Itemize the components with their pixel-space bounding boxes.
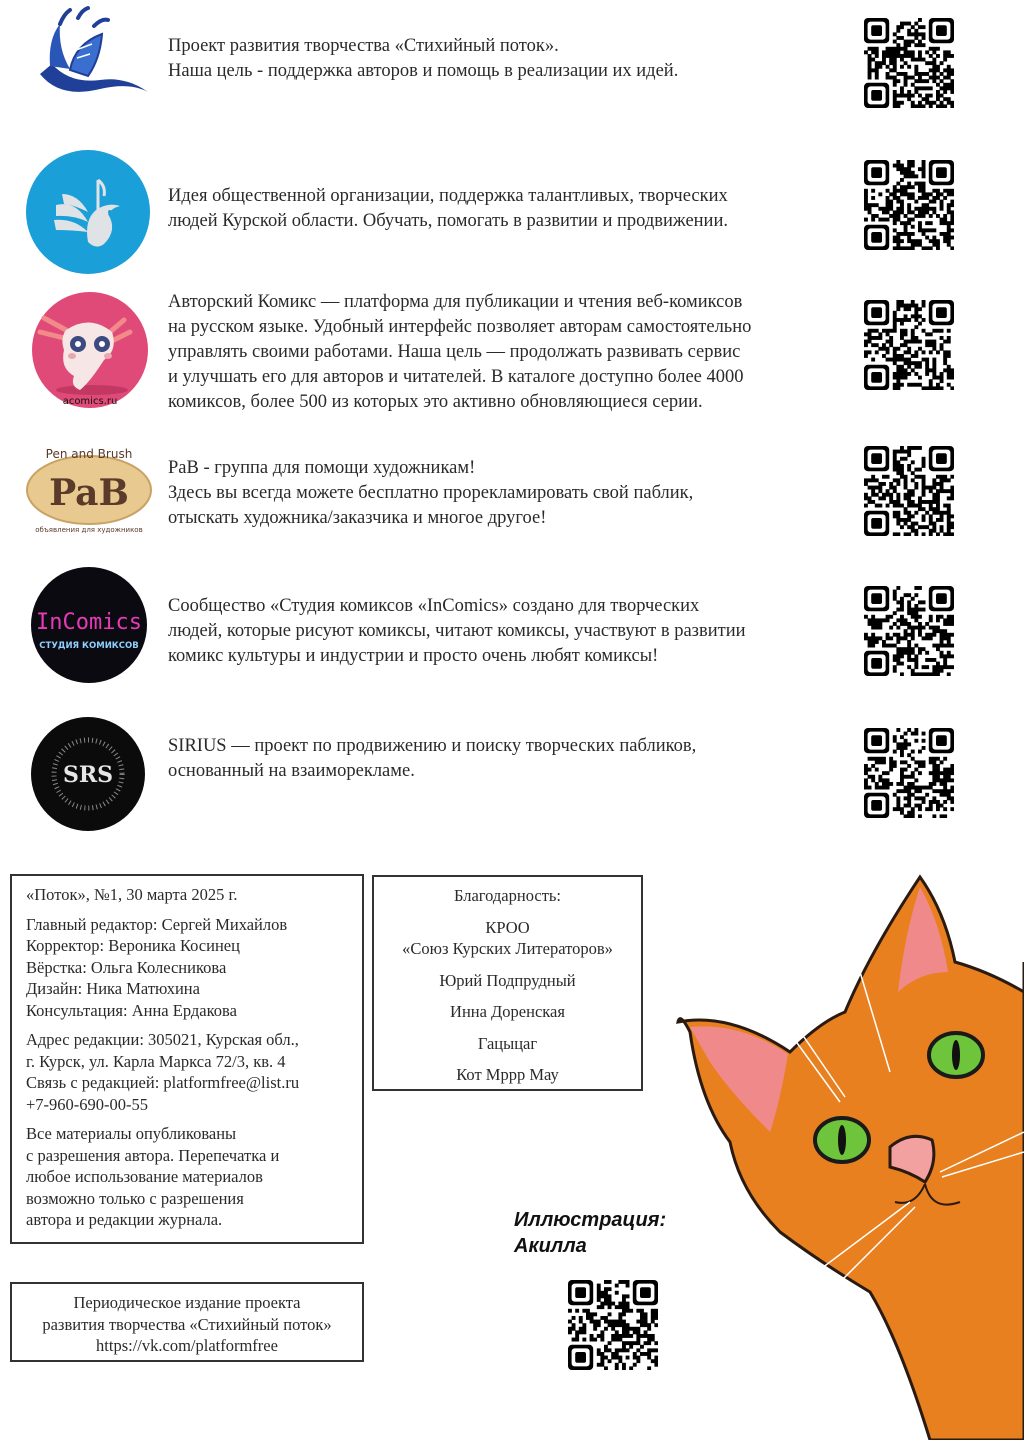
project-line: SIRIUS — проект по продвижению и поиску творческих пабликов, <box>168 736 697 756</box>
project-line: комиксов, более 500 из которых это активно обновляющиеся серии. <box>168 392 703 412</box>
qr-code[interactable] <box>864 160 954 250</box>
staff-line: Главный редактор: Сергей Михайлов <box>26 914 288 934</box>
periodical-line: Периодическое издание проекта <box>73 1293 301 1312</box>
project-line: и улучшать его для авторов и читателей. В каталоге доступно более 4000 <box>168 367 744 387</box>
rights-line: с разрешения автора. Перепечатка и <box>26 1145 280 1165</box>
illustration-author: Акилла <box>514 1235 587 1257</box>
incomics-logo-sub-text: СТУДИЯ КОМИКСОВ <box>39 641 139 651</box>
address-line: Адрес редакции: 305021, Курская обл., <box>26 1030 299 1049</box>
acomics-logo-text: acomics.ru <box>62 396 118 407</box>
address-block <box>26 1029 348 1115</box>
thanks-org: «Союз Курских Литераторов» <box>402 939 613 958</box>
incomics-logo-main-text: InComics <box>36 610 142 635</box>
project-line: управлять своими работами. Наша цель — продолжать развивать сервис <box>168 342 741 362</box>
project-line: Проект развития творчества «Стихийный поток». <box>168 36 559 56</box>
cat-illustration <box>670 872 1024 1440</box>
project-line: Здесь вы всегда можете бесплатно прорекламировать свой паблик, <box>168 483 694 503</box>
stikhiyny-potok-logo <box>30 4 152 104</box>
pab-logo-main-text: PaB <box>49 472 129 514</box>
qr-code-pattern <box>864 586 954 676</box>
project-line: Авторский Комикс — платформа для публикации и чтения веб-комиксов <box>168 292 743 312</box>
rights-notice <box>26 1123 348 1231</box>
sirius-logo-text: SRS <box>62 762 114 788</box>
contact-email[interactable]: Связь с редакцией: platformfree@list.ru <box>26 1073 300 1092</box>
project-line: людей Курской области. Обучать, помогать в развитии и продвижении. <box>168 211 728 231</box>
rights-line: возможно только с разрешения <box>26 1188 244 1208</box>
project-line: комикс культуры и индустрии и просто очень любят комиксы! <box>168 646 659 666</box>
bird-note-logo <box>26 150 150 274</box>
illustration-label: Иллюстрация: <box>514 1209 667 1231</box>
thanks-name: Юрий Подпрудный <box>439 970 576 990</box>
issue-info: «Поток», №1, 30 марта 2025 г. <box>26 885 238 904</box>
qr-code[interactable] <box>864 586 954 676</box>
qr-code[interactable] <box>864 300 954 390</box>
pab-logo-bottom-text: объявления для художников <box>35 526 143 534</box>
project-line: основанный на взаиморекламе. <box>168 761 415 781</box>
qr-code-pattern <box>864 300 954 390</box>
thanks-name: Гацыцаг <box>477 1033 538 1053</box>
pab-logo <box>24 440 154 540</box>
periodical-box <box>10 1282 364 1362</box>
address-line: г. Курск, ул. Карла Маркса 72/3, кв. 4 <box>26 1051 286 1071</box>
staff-line: Консультация: Анна Ердакова <box>26 1000 237 1020</box>
acomics-logo <box>30 290 150 410</box>
qr-code-pattern <box>864 728 954 818</box>
thanks-title: Благодарность: <box>453 886 562 905</box>
illustration-credit <box>514 1207 666 1259</box>
qr-code-pattern <box>568 1280 658 1370</box>
qr-code[interactable] <box>568 1280 658 1370</box>
project-line: Идея общественной организации, поддержка талантливых, творческих <box>168 186 728 206</box>
qr-code[interactable] <box>864 446 954 536</box>
incomics-logo <box>30 566 148 684</box>
staff-line: Вёрстка: Ольга Колесникова <box>26 957 227 977</box>
rights-line: Все материалы опубликованы <box>26 1124 237 1143</box>
staff-line: Корректор: Вероника Косинец <box>26 936 240 955</box>
thanks-name: Кот Мррр Мау <box>456 1065 559 1084</box>
pab-logo-top-text: Pen and Brush <box>45 447 133 461</box>
project-line: людей, которые рисуют комиксы, читают комиксы, участвуют в развитии <box>168 621 746 641</box>
project-line: Сообщество «Студия комиксов «InComics» создано для творческих <box>168 596 700 616</box>
project-line: на русском языке. Удобный интерфейс позволяет авторам самостоятельно <box>168 317 752 337</box>
project-line: отыскать художника/заказчика и многое другое! <box>168 508 547 528</box>
qr-code-pattern <box>864 446 954 536</box>
project-line: PaB - группа для помощи художникам! <box>168 458 476 478</box>
qr-code-pattern <box>864 18 954 108</box>
qr-code-pattern <box>864 160 954 250</box>
thanks-org: КРОО <box>485 917 530 937</box>
periodical-line: развития творчества «Стихийный поток» <box>42 1314 332 1334</box>
rights-line: автора и редакции журнала. <box>26 1210 223 1229</box>
thanks-box <box>372 875 643 1091</box>
staff-list <box>26 914 348 1022</box>
sirius-logo <box>30 716 146 832</box>
periodical-link[interactable]: https://vk.com/platformfree <box>96 1336 278 1355</box>
qr-code[interactable] <box>864 18 954 108</box>
imprint-box <box>10 874 364 1244</box>
thanks-name: Инна Доренская <box>450 1002 565 1021</box>
project-line: Наша цель - поддержка авторов и помощь в реализации их идей. <box>168 61 679 81</box>
staff-line: Дизайн: Ника Матюхина <box>26 979 200 998</box>
contact-phone: +7-960-690-00-55 <box>26 1094 149 1114</box>
qr-code[interactable] <box>864 728 954 818</box>
rights-line: любое использование материалов <box>26 1167 263 1186</box>
